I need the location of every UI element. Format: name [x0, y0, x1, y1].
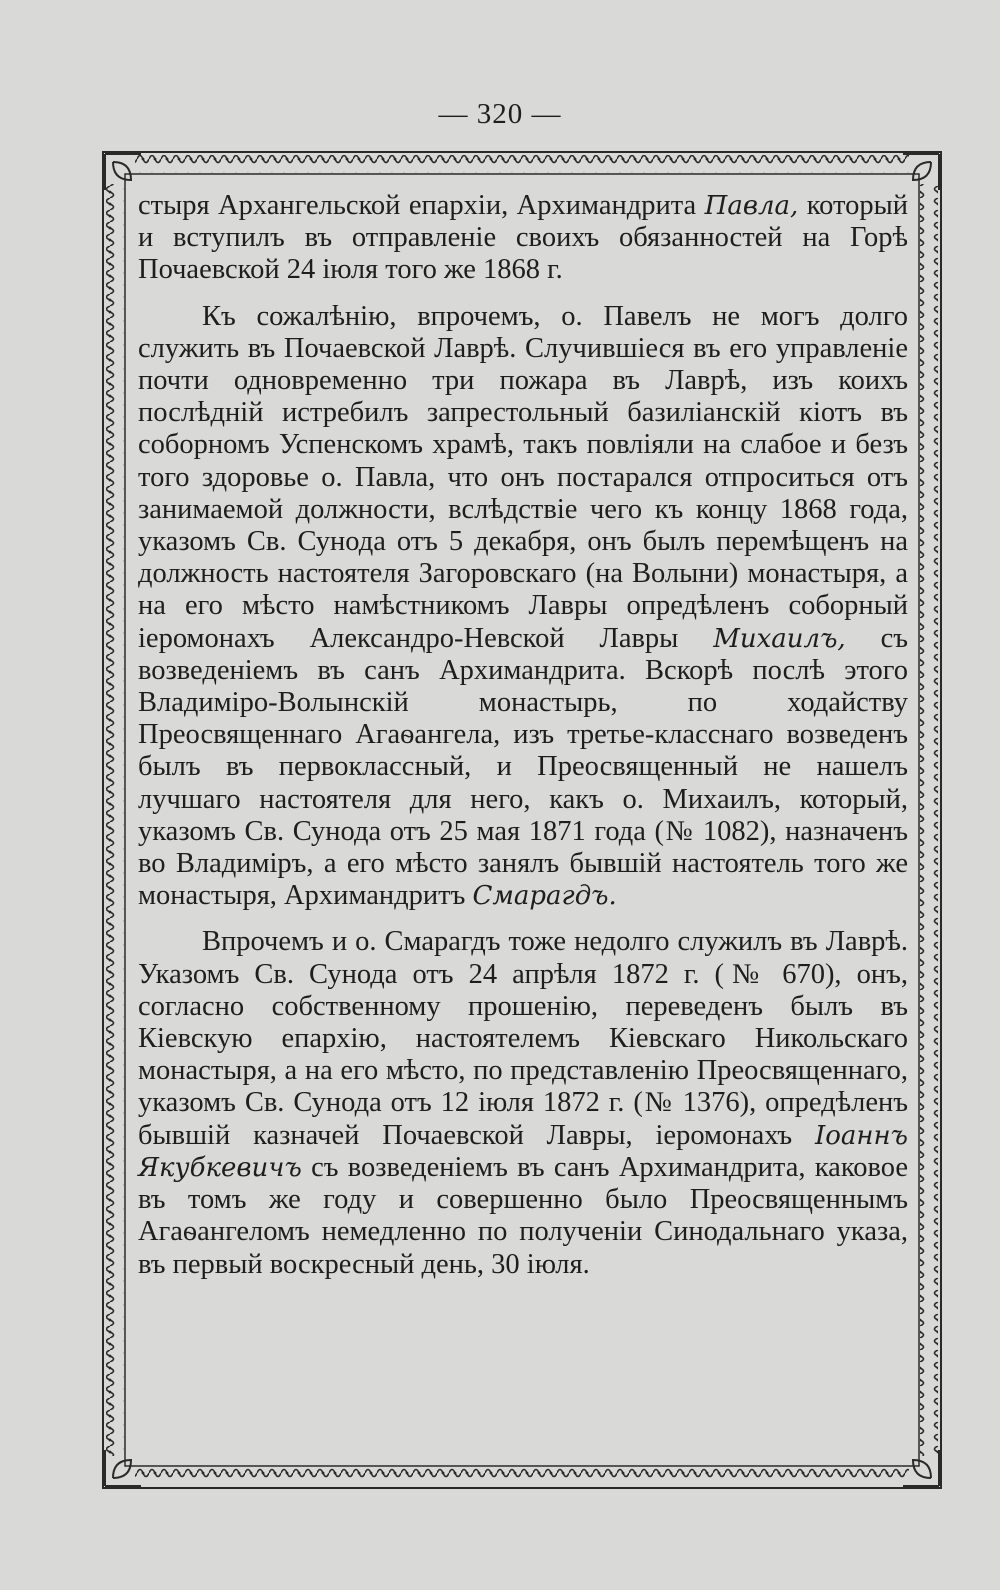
paragraph-2 [138, 301, 908, 913]
main-text [138, 190, 908, 1281]
paragraph-2-text-a: Къ сожалѣнію, впрочемъ, о. Павелъ не могъ долго служить въ Почаевской Лаврѣ. Случившіеся въ его управленіе почти одновременно три пожара въ Лаврѣ, изъ коихъ послѣдній истребилъ запрестольный базиліанскій кіотъ въ соборномъ Успенскомъ храмѣ, такъ повліяли на слабое и безъ того здоровье о. Павла, что онъ постарался отпроситься отъ занимаемой должности, вслѣдствіе чего къ концу 1868 года, указомъ Св. Сунода отъ 5 декабря, онъ былъ перемѣщенъ на должность настоятеля Загоровскаго (на Волыни) монастыря, а на его мѣсто намѣстникомъ Лавры опредѣленъ соборный іеромонахъ Александро-Невской Лавры [138, 300, 908, 654]
paragraph-3-text-b: съ возведеніемъ въ санъ Архимандрита, каковое въ томъ же году и совершенно было Преосвященнымъ Агаѳангеломъ немедленно по полученіи Синодальнаго указа, въ первый воскресный день, 30 іюля. [138, 1151, 908, 1280]
paragraph-1 [138, 190, 908, 287]
paragraph-3 [138, 926, 908, 1280]
name-pavel: Павла, [704, 191, 799, 221]
name-smaragd: Смарагдъ. [472, 881, 617, 912]
paragraph-1-text-b: который и вступилъ въ отправленіе своихъ обязанностей на Горѣ Почаевской 24 іюля того же 1868 г. [138, 190, 908, 286]
paragraph-3-text-a: Впрочемъ и о. Смарагдъ тоже недолго служилъ въ Лаврѣ. Указомъ Св. Сунода отъ 24 апрѣля 1872 г. (№ 670), онъ, согласно собственному прошенію, переведенъ былъ въ Кіевскую епархію, настоятелемъ Кіевскаго Никольскаго монастыря, а на его мѣсто, по представленію Преосвященнаго, указомъ Св. Сунода отъ 12 іюля 1872 г. (№ 1376), опредѣленъ бывшій казначей Почаевской Лавры, іеромонахъ [138, 926, 908, 1151]
name-ioann: Іоаннъ Якубкевичъ [138, 1120, 908, 1183]
name-mikhail: Михаилъ, [713, 623, 846, 654]
paragraph-2-text-b: съ возведеніемъ въ санъ Архимандрита. Вскорѣ послѣ этого Владиміро-Волынскій монастырь, по ходайству Преосвященнаго Агаѳангела, изъ третье-класснаго возведенъ былъ въ первоклассный, и Преосвященный не нашелъ лучшаго настоятеля для него, какъ о. Михаилъ, который, указомъ Св. Сунода отъ 25 мая 1871 года (№ 1082), назначенъ во Владиміръ, а его мѣсто занялъ бывшій настоятель того же монастыря, Архимандритъ [138, 622, 908, 912]
page-number: — 320 — [438, 98, 562, 130]
paragraph-1-text-a: стыря Архангельской епархіи, Архимандрита [138, 190, 705, 221]
